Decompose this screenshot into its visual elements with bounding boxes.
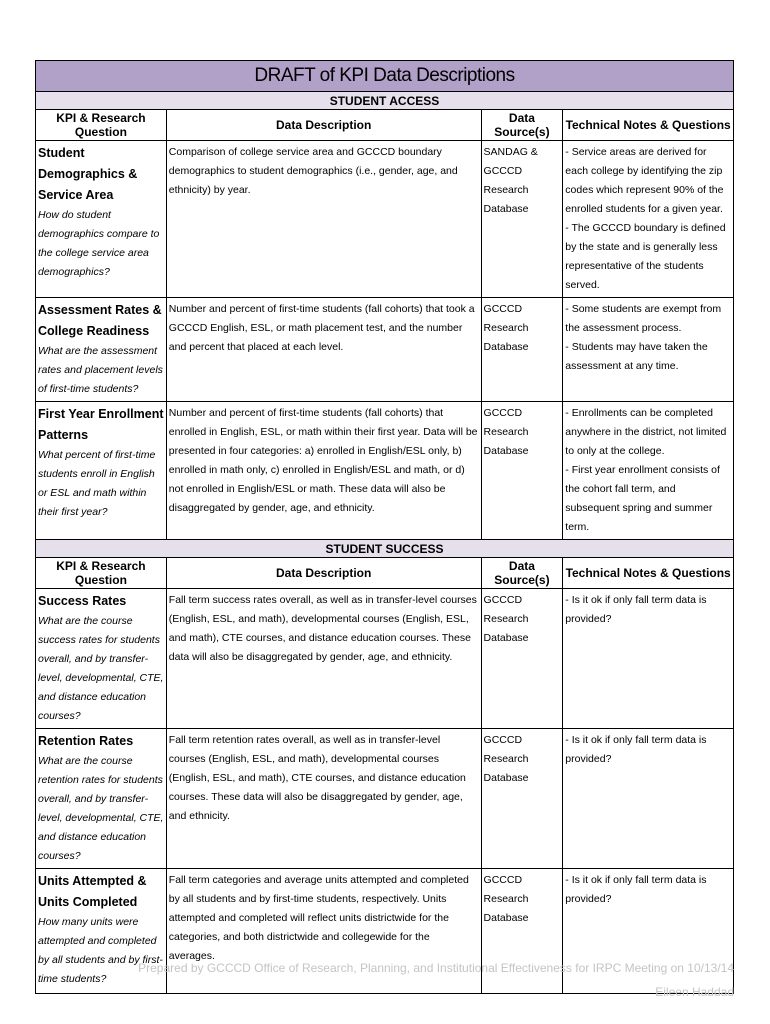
- description-text: Fall term categories and average units attempted and completed by all students and by first-time students, respectively. Units attempted and completed will reflect units districtwide for the categories, and both districtwide and collegewide for the averages.: [168, 874, 469, 962]
- description-cell: [166, 729, 481, 869]
- source-text: GCCCD Research Database: [483, 734, 529, 784]
- table-row: [36, 298, 734, 402]
- source-text: SANDAG & GCCCD Research Database: [483, 146, 538, 215]
- header-kpi: KPI & Research Question: [36, 558, 167, 589]
- header-source: Data Source(s): [481, 110, 563, 141]
- kpi-question: What percent of first-time students enroll in English or ESL and math within their first year?: [38, 449, 156, 518]
- header-source: Data Source(s): [481, 558, 563, 589]
- kpi-question: How do student demographics compare to the college service area demographics?: [38, 209, 160, 278]
- notes-text: - Is it ok if only fall term data is provided?: [565, 734, 707, 765]
- document-title: DRAFT of KPI Data Descriptions: [36, 61, 734, 92]
- source-cell: [481, 589, 563, 729]
- description-text: Number and percent of first-time students (fall cohorts) that enrolled in English, ESL, or math within their first year. Data will be presented in four categories: a) enrolled in English/ESL only, b) enrolled in math only, c) enrolled in English/ESL and math, or d) not enrolled in English/ESL or math. These data will also be disaggregated by gender, age, and ethnicity.: [168, 407, 478, 514]
- kpi-question: What are the assessment rates and placement levels of first-time students?: [38, 345, 163, 395]
- header-description: Data Description: [166, 110, 481, 141]
- notes-cell: [563, 402, 734, 540]
- kpi-name: Units Attempted & Units Completed: [38, 874, 147, 909]
- notes-cell: [563, 141, 734, 298]
- source-text: GCCCD Research Database: [483, 874, 529, 924]
- description-cell: [166, 402, 481, 540]
- section-heading-student-access: STUDENT ACCESS: [36, 92, 734, 110]
- header-description: Data Description: [166, 558, 481, 589]
- column-header-row: [36, 110, 734, 141]
- source-text: GCCCD Research Database: [483, 594, 529, 644]
- kpi-table: [35, 60, 734, 994]
- notes-text: - Some students are exempt from the assessment process. - Students may have taken the assessment at any time.: [565, 303, 722, 372]
- table-row: [36, 402, 734, 540]
- footer-prepared-by: Prepared by GCCCD Office of Research, Planning, and Institutional Effectiveness for IRPC Meeting on 10/13/14: [138, 961, 734, 975]
- page-footer: [138, 956, 734, 1004]
- source-text: GCCCD Research Database: [483, 303, 529, 353]
- kpi-question: How many units were attempted and completed by all students and by first-time students?: [38, 916, 163, 985]
- table-row: [36, 729, 734, 869]
- table-row: [36, 589, 734, 729]
- kpi-cell: [36, 589, 167, 729]
- description-text: Fall term success rates overall, as well as in transfer-level courses (English, ESL, and math), developmental courses (English, ESL, and math), CTE courses, and distance education courses. These data will also be disaggregated by gender, age, and ethnicity.: [168, 594, 477, 663]
- footer-author: Eileen Haddad: [655, 985, 734, 999]
- kpi-question: What are the course success rates for students overall, and by transfer-level, developmental, CTE, and distance education courses?: [38, 615, 164, 722]
- notes-text: - Enrollments can be completed anywhere in the district, not limited to only at the college. - First year enrollment consists of the cohort fall term, and subsequent spring and summer term.: [565, 407, 727, 533]
- source-cell: [481, 402, 563, 540]
- kpi-cell: [36, 402, 167, 540]
- description-cell: [166, 141, 481, 298]
- description-text: Fall term retention rates overall, as well as in transfer-level courses (English, ESL, and math), developmental courses (English, ESL, and math), CTE courses, and distance education courses. These data will also be disaggregated by gender, age, and ethnicity.: [168, 734, 466, 822]
- source-text: GCCCD Research Database: [483, 407, 529, 457]
- kpi-name: First Year Enrollment Patterns: [38, 407, 164, 442]
- description-cell: [166, 589, 481, 729]
- notes-cell: [563, 298, 734, 402]
- kpi-question: What are the course retention rates for students overall, and by transfer-level, developmental, CTE, and distance education courses?: [38, 755, 164, 862]
- notes-text: - Is it ok if only fall term data is provided?: [565, 874, 707, 905]
- notes-cell: [563, 589, 734, 729]
- kpi-cell: [36, 141, 167, 298]
- kpi-name: Retention Rates: [38, 734, 134, 748]
- section-heading-student-success: STUDENT SUCCESS: [36, 540, 734, 558]
- header-notes: Technical Notes & Questions: [563, 558, 734, 589]
- source-cell: [481, 141, 563, 298]
- description-cell: [166, 298, 481, 402]
- description-text: Number and percent of first-time students (fall cohorts) that took a GCCCD English, ESL, or math placement test, and the number and percent that placed at each level.: [168, 303, 475, 353]
- column-header-row: [36, 558, 734, 589]
- source-cell: [481, 729, 563, 869]
- kpi-name: Success Rates: [38, 594, 127, 608]
- source-cell: [481, 298, 563, 402]
- notes-cell: [563, 729, 734, 869]
- table-row: [36, 141, 734, 298]
- notes-text: - Service areas are derived for each college by identifying the zip codes which represent 90% of the enrolled students for a given year. - The GCCCD boundary is defined by the state and is generally less representative of the students served.: [565, 146, 726, 291]
- header-notes: Technical Notes & Questions: [563, 110, 734, 141]
- notes-text: - Is it ok if only fall term data is provided?: [565, 594, 707, 625]
- header-kpi: KPI & Research Question: [36, 110, 167, 141]
- kpi-cell: [36, 298, 167, 402]
- kpi-cell: [36, 729, 167, 869]
- description-text: Comparison of college service area and GCCCD boundary demographics to student demographics (i.e., gender, age, and ethnicity) by year.: [168, 146, 458, 196]
- kpi-document: [35, 60, 734, 994]
- kpi-name: Student Demographics & Service Area: [38, 146, 138, 202]
- kpi-name: Assessment Rates & College Readiness: [38, 303, 162, 338]
